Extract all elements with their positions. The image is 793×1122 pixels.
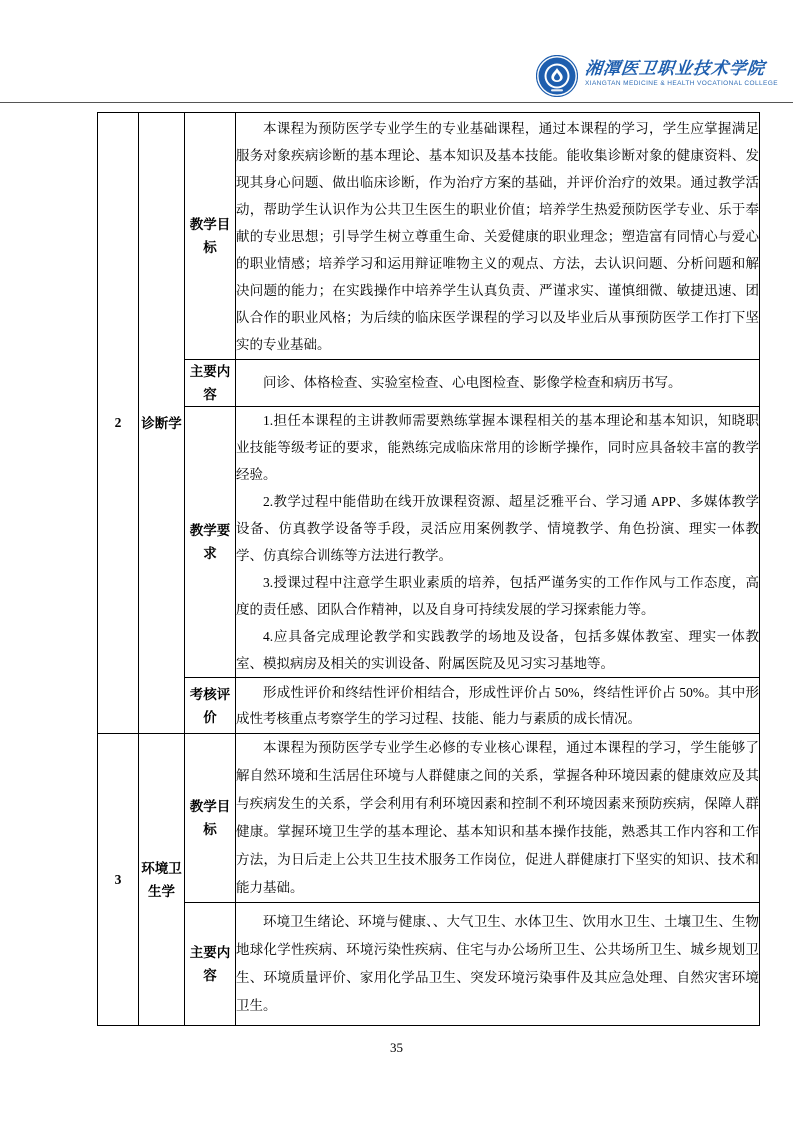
- row-label-main-content: 主要内容: [185, 360, 236, 407]
- table-row: [98, 734, 760, 903]
- cell-main-content: [236, 360, 760, 407]
- page-header: [0, 0, 793, 103]
- table-row: [98, 903, 760, 1026]
- row-label-teaching-goal: 教学目标: [185, 734, 236, 903]
- cell-teaching-goal: [236, 113, 760, 360]
- course-name: 环境卫生学: [139, 734, 185, 1026]
- cell-main-content: [236, 903, 760, 1026]
- college-logo: [536, 55, 778, 97]
- row-label-main-content: 主要内容: [185, 903, 236, 1026]
- course-name: 诊断学: [139, 113, 185, 734]
- assessment-text: 形成性评价和终结性评价相结合，形成性评价占 50%，终结性评价占 50%。其中形成性考核重点考察学生的学习过程、技能、能力与素质的成长情况。: [236, 684, 759, 726]
- college-name-en: XIANGTAN MEDICINE & HEALTH VOCATIONAL COLLEGE: [585, 80, 778, 87]
- teaching-goal-text: 本课程为预防医学专业学生的专业基础课程，通过本课程的学习，学生应掌握满足服务对象疾病诊断的基本理论、基本知识及基本技能。能收集诊断对象的健康资料、发现其身心问题、做出临床诊断，作为治疗方案的基础，并评价治疗的效果。通过教学活动，帮助学生认识作为公共卫生医生的职业价值；培养学生热爱预防医学专业、乐于奉献的专业思想；引导学生树立尊重生命、关爱健康的职业理念；塑造富有同情心与爱心的职业情感；培养学习和运用辩证唯物主义的观点、方法，去认识问题、分析问题和解决问题的能力；在实践操作中培养学生认真负责、严谨求实、谨慎细微、敏捷迅速、团队合作的职业风格；为后续的临床医学课程的学习以及毕业后从事预防医学工作打下坚实的专业基础。: [236, 120, 759, 352]
- header-divider: [0, 102, 793, 103]
- cell-teaching-goal: [236, 734, 760, 903]
- row-label-teaching-goal: 教学目标: [185, 113, 236, 360]
- table-row: [98, 678, 760, 734]
- main-content-text: 环境卫生绪论、环境与健康、、大气卫生、水体卫生、饮用水卫生、土壤卫生、生物地球化学性疾病、环境污染性疾病、住宅与办公场所卫生、公共场所卫生、城乡规划卫生、环境质量评价、家用化学品卫生、突发环境污染事件及其应急处理、自然灾害环境卫生。: [236, 914, 759, 1013]
- college-emblem-icon: [536, 55, 578, 97]
- page-number: 35: [390, 1040, 403, 1055]
- main-content-text: 问诊、体格检查、实验室检查、心电图检查、影像学检查和病历书写。: [263, 375, 682, 390]
- course-number: 3: [98, 734, 139, 1026]
- cell-assessment: [236, 678, 760, 734]
- table-row: [98, 113, 760, 360]
- requirement-item: 4.应具备完成理论教学和实践教学的场地及设备，包括多媒体教室、理实一体教室、模拟病房及相关的实训设备、附属医院及见习实习基地等。: [236, 629, 759, 671]
- college-name-cn: 湘潭医卫职业技术学院: [584, 59, 767, 78]
- requirement-item: 2.教学过程中能借助在线开放课程资源、超星泛雅平台、学习通 APP、多媒体教学设备、仿真教学设备等手段，灵活应用案例教学、情境教学、角色扮演、理实一体教学、仿真综合训练等方法进行教学。: [236, 494, 759, 563]
- row-label-teaching-requirement: 教学要求: [185, 407, 236, 678]
- syllabus-table: [97, 112, 760, 1026]
- table-row: [98, 407, 760, 678]
- row-label-assessment: 考核评价: [185, 678, 236, 734]
- requirement-item: 3.授课过程中注意学生职业素质的培养，包括严谨务实的工作作风与工作态度，高度的责任感、团队合作精神，以及自身可持续发展的学习探索能力等。: [236, 575, 759, 617]
- cell-teaching-requirement: [236, 407, 760, 678]
- teaching-goal-text: 本课程为预防医学专业学生必修的专业核心课程，通过本课程的学习，学生能够了解自然环境和生活居住环境与人群健康之间的关系，掌握各种环境因素的健康效应及其与疾病发生的关系，学会利用有利环境因素和控制不利环境因素来预防疾病，保障人群健康。掌握环境卫生学的基本理论、基本知识和基本操作技能，熟悉其工作内容和工作方法，为日后走上公共卫生技术服务工作岗位，促进人群健康打下坚实的知识、技术和能力基础。: [236, 740, 759, 895]
- table-row: [98, 360, 760, 407]
- requirement-item: 1.担任本课程的主讲教师需要熟练掌握本课程相关的基本理论和基本知识，知晓职业技能等级考证的要求，能熟练完成临床常用的诊断学操作，同时应具备较丰富的教学经验。: [236, 413, 759, 482]
- course-number: 2: [98, 113, 139, 734]
